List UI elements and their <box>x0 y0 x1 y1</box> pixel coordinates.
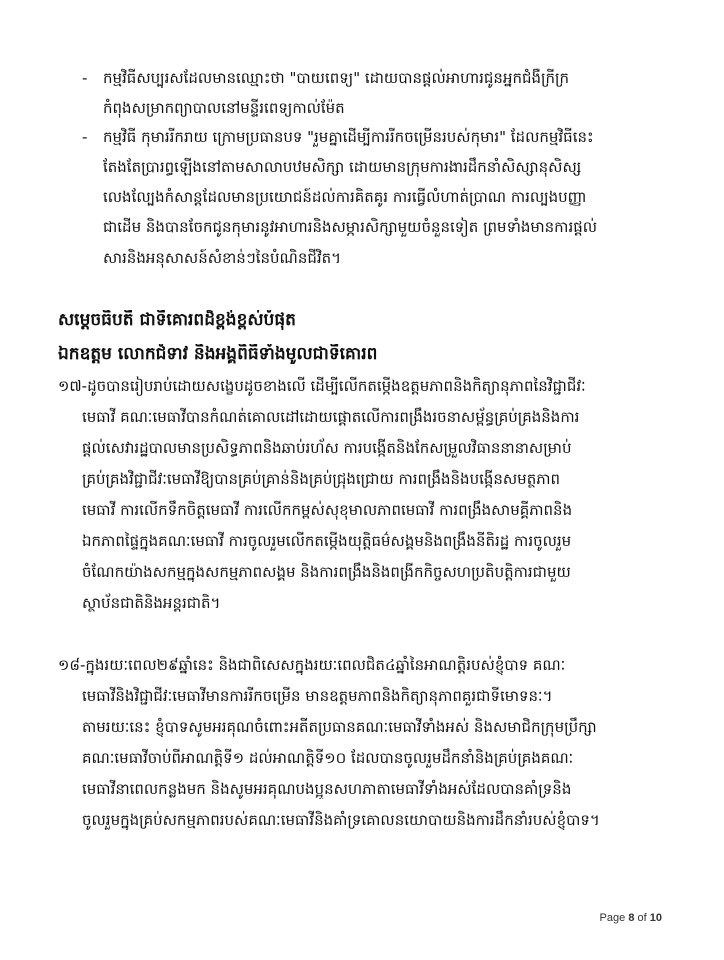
salutation-line: សម្ដេចធិបតី ជាទីគោរពដ៏ខ្ពង់ខ្ពស់បំផុត <box>58 310 296 330</box>
paragraph-line: ចូលរួមក្នុងគ្រប់សកម្មភាពរបស់គណៈមេធាវីនិងគាំទ្រគោលនយោបាយនិងការដឹកនាំរបស់ខ្ញុំបាទ។ <box>82 811 600 829</box>
bullet-line: ជាដើម និងបានចែកជូនកុមារនូវអាហារនិងសម្ភារសិក្សាមួយចំនួនទៀត ព្រមទាំងមានការផ្ដល់ <box>103 218 598 236</box>
paragraph-line: ចំណែកយ៉ាងសកម្មក្នុងសកម្មភាពសង្គម និងការពង្រឹងនិងពង្រីកកិច្ចសហប្រតិបត្តិការជាមួយ <box>82 563 571 581</box>
paragraph-line: មេធាវី គណៈមេធាវីបានកំណត់គោលដៅដោយផ្ដោតលើការពង្រឹងរចនាសម្ព័ន្ធគ្រប់គ្រងនិងការ <box>82 408 580 426</box>
bullet-line: លេងល្បែងកំសាន្តដែលមានប្រយោជន៍ដល់ការគិតគូរ ការធ្វើលំហាត់ប្រាណ ការល្បងបញ្ញា <box>103 188 587 206</box>
paragraph-line: ស្ថាប័នជាតិនិងអន្តរជាតិ។ <box>82 594 221 612</box>
paragraph-line: ១៧-ដូចបានរៀបរាប់ដោយសង្ខេបដូចខាងលើ ដើម្បីលើកតម្កើងឧត្ដមភាពនិងកិត្យានុភាពនៃវិជ្ជាជីវៈ <box>58 377 586 395</box>
paragraph-line: គណៈមេធាវីចាប់ពីអាណត្តិទី១ ដល់អាណត្តិទី១០ ដែលបានចូលរួមដឹកនាំនិងគ្រប់គ្រងគណៈ <box>82 749 574 767</box>
paragraph-line: ឯកភាពផ្ទៃក្នុងគណៈមេធាវី ការចូលរួមលើកតម្កើងយុត្តិធម៌សង្គមនិងពង្រឹងនីតិរដ្ឋ ការចូលរួម <box>82 532 572 550</box>
paragraph-line: ១៨-ក្នុងរយៈពេល២៩ឆ្នាំនេះ និងជាពិសេសក្នុងរយៈពេលជិត៤ឆ្នាំនៃអាណត្តិរបស់ខ្ញុំបាទ គណៈ <box>58 656 566 674</box>
page-number-prefix: Page <box>599 912 626 924</box>
bullet-marker: - <box>82 128 88 146</box>
page-number <box>600 912 662 924</box>
paragraph-line: មេធាវី ការលើកទឹកចិត្តមេធាវី ការលើកកម្ពស់សុខុមាលភាពមេធាវី ការពង្រឹងសាមគ្គីភាពនិង <box>82 501 573 519</box>
paragraph-line: ផ្ដល់សេវារដ្ឋបាលមានប្រសិទ្ធភាពនិងឆាប់រហ័ស ការបង្កើតនិងកែសម្រួលវិធាននានាសម្រាប់ <box>82 439 572 457</box>
page-number-total: 10 <box>649 912 662 924</box>
paragraph-line: គ្រប់គ្រងវិជ្ជាជីវៈមេធាវីឱ្យបានគ្រប់គ្រាន់និងគ្រប់ជ្រុងជ្រោយ ការពង្រឹងនិងបង្កើនសមត្ថភាព <box>82 470 561 488</box>
bullet-line: តែងតែប្រារព្ធឡើងនៅតាមសាលាបឋមសិក្សា ដោយមានក្រុមការងារដឹកនាំសិស្សានុសិស្ស <box>103 158 582 176</box>
bullet-marker: - <box>82 69 88 87</box>
paragraph-line: មេធាវីនាពេលកន្លងមក និងសូមអរគុណបងប្អូនសហភាតាមេធាវីទាំងអស់ដែលបានគាំទ្រនិង <box>82 780 572 798</box>
bullet-line: កំពុងសម្រាកព្យាបាលនៅមន្ទីរពេទ្យកាល់ម៉ែត <box>103 99 345 117</box>
page-number-of: of <box>637 912 647 924</box>
bullet-line: សារនិងអនុសាសន៍សំខាន់ៗនៃបំណិនជីវិត។ <box>103 249 342 267</box>
bullet-line: កម្មវិធីសប្បុរសដែលមានឈ្មោះថា "បាយពេទ្យ" ដោយបានផ្ដល់អាហារជូនអ្នកជំងឺក្រីក្រ <box>103 69 570 87</box>
salutation-line: ឯកឧត្ដម លោកជំទាវ និងអង្គពិធីទាំងមូលជាទីគោរព <box>58 344 378 364</box>
page-number-current: 8 <box>628 912 635 924</box>
bullet-line: កម្មវិធី កុមាររីករាយ ក្រោមប្រធានបទ "រួមគ្នាដើម្បីការរីកចម្រើនរបស់កុមារ" ដែលកម្មវិធីនេះ <box>103 128 594 146</box>
paragraph-line: តាមរយៈនេះ ខ្ញុំបាទសូមអរគុណចំពោះអតីតប្រធានគណៈមេធាវីទាំងអស់ និងសមាជិកក្រុមប្រឹក្សា <box>82 718 597 736</box>
paragraph-line: មេធាវីនិងវិជ្ជាជីវៈមេធាវីមានការរីកចម្រើន មានឧត្ដមភាពនិងកិត្យានុភាពគួរជាទីមោទនៈ។ <box>82 687 553 705</box>
